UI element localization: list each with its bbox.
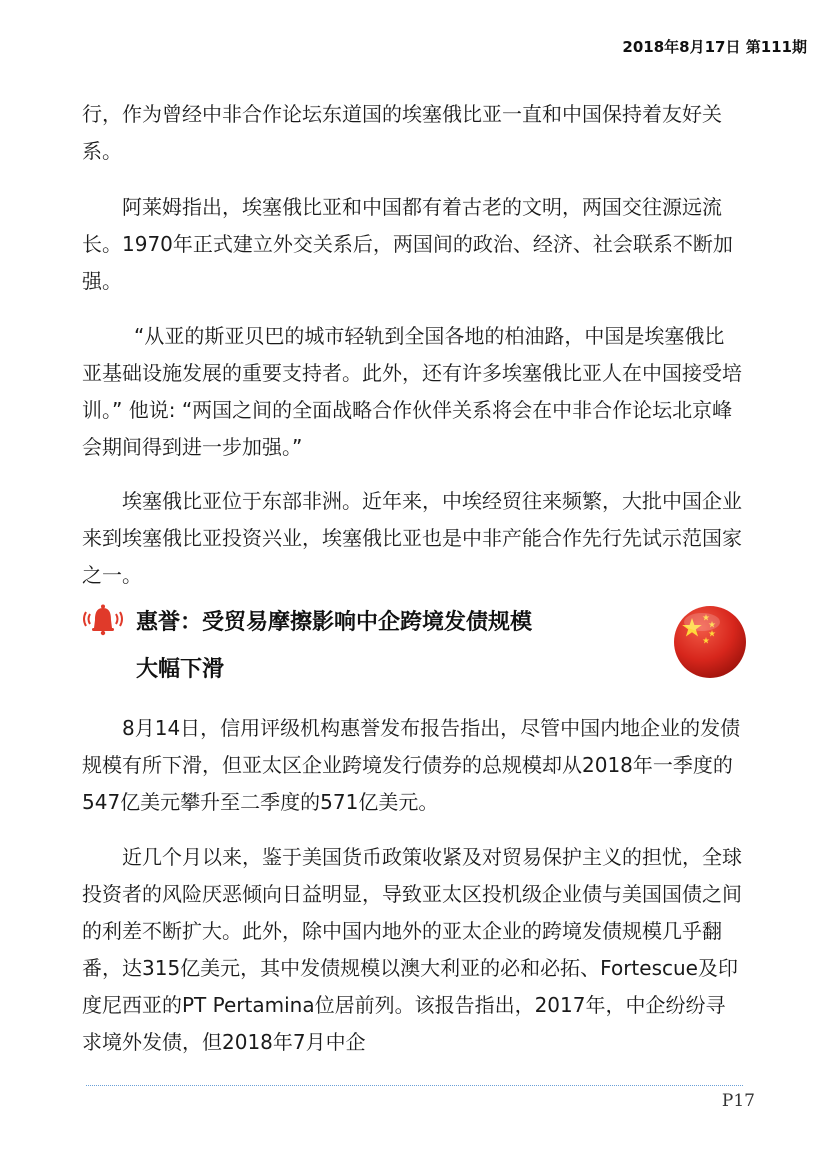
section-heading — [136, 600, 616, 692]
page-number: P17 — [721, 1091, 755, 1111]
section-heading-line-2: 大幅下滑 — [136, 657, 225, 682]
alarm-bell-icon — [80, 602, 126, 638]
issue-date-header: 2018年8月17日 第111期 — [622, 38, 807, 56]
paragraph-4: 埃塞俄比亚位于东部非洲。近年来，中埃经贸往来频繁，大批中国企业来到埃塞俄比亚投资兴业，埃塞俄比亚也是中非产能合作先行先试示范国家之一。 — [82, 489, 742, 587]
paragraph-6: 近几个月以来，鉴于美国货币政策收紧及对贸易保护主义的担忧，全球投资者的风险厌恶倾向日益明显，导致亚太区投机级企业债与美国国债之间的利差不断扩大。此外，除中国内地外的亚太企业的跨境发债规模几乎翻番，达315亿美元，其中发债规模以澳大利亚的必和必拓、Fortescue及印度尼西亚的PT Pertamina位居前列。该报告指出，2017年，中企纷纷寻求境外发债，但2018年7月中企 — [82, 845, 742, 1054]
paragraph-5: 8月14日，信用评级机构惠誉发布报告指出，尽管中国内地企业的发债规模有所下滑，但亚太区企业跨境发行债券的总规模却从2018年一季度的547亿美元攀升至二季度的571亿美元。 — [82, 716, 741, 814]
paragraph-2: 阿莱姆指出，埃塞俄比亚和中国都有着古老的文明，两国交往源远流长。1970年正式建立外交关系后，两国间的政治、经济、社会联系不断加强。 — [82, 195, 733, 293]
section-heading-line-1: 惠誉：受贸易摩擦影响中企跨境发债规模 — [136, 610, 533, 635]
footer-divider — [86, 1085, 743, 1086]
china-flag-badge — [672, 604, 748, 680]
paragraph-3-quote: “从亚的斯亚贝巴的城市轻轨到全国各地的柏油路，中国是埃塞俄比亚基础设施发展的重要支持者。此外，还有许多埃塞俄比亚人在中国接受培训。” 他说: “两国之间的全面战略合作伙伴关系将会在中非合作论坛北京峰会期间得到进一步加强。” — [82, 324, 742, 459]
paragraph-1: 行，作为曾经中非合作论坛东道国的埃塞俄比亚一直和中国保持着友好关系。 — [82, 102, 722, 163]
